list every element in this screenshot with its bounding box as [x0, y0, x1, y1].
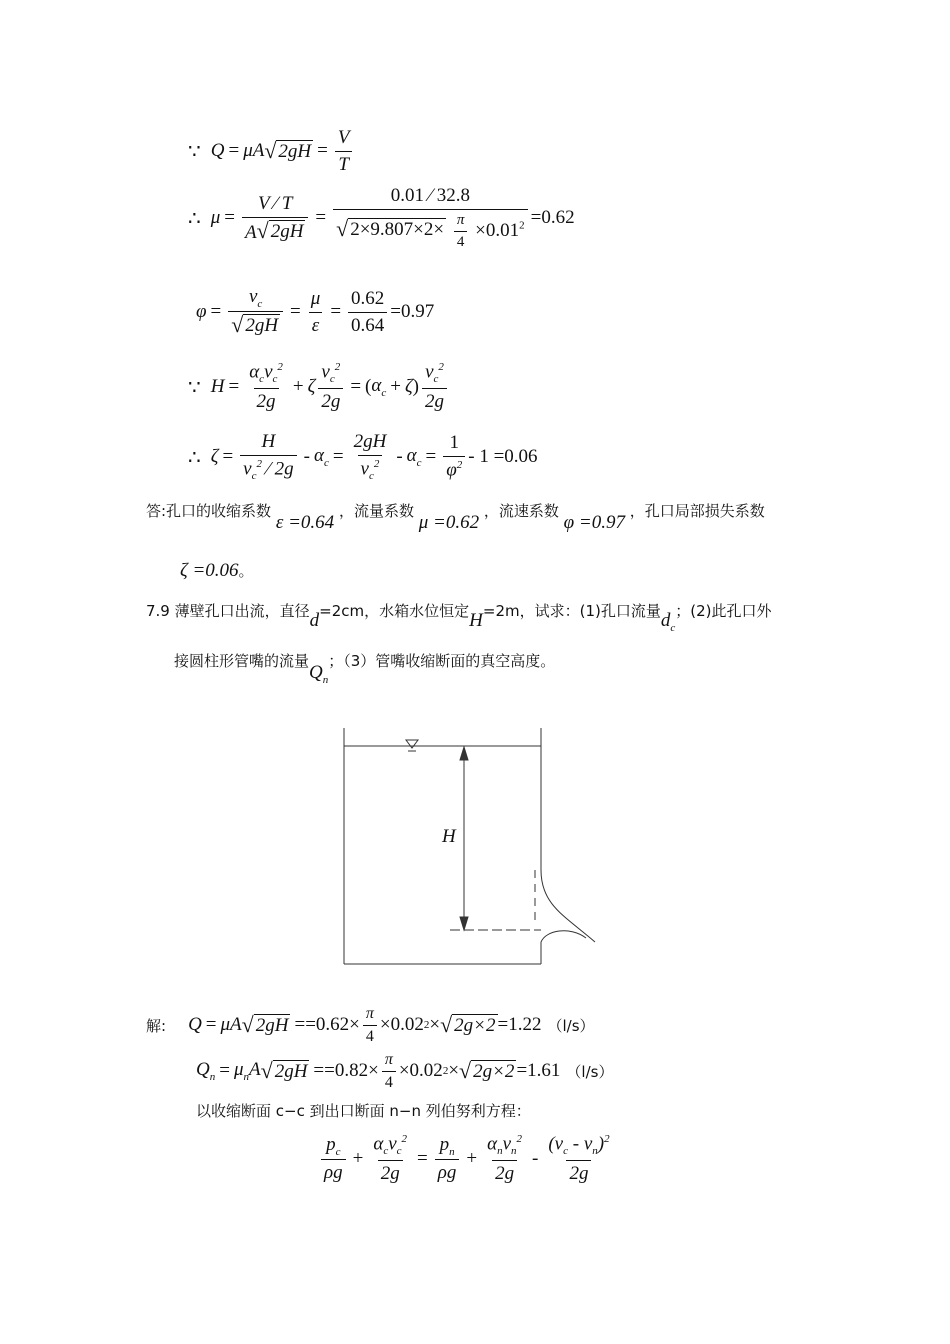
problem-statement: 7.9 薄壁孔口出流，直径d=2cm，水箱水位恒定H=2m，试求：(1)孔口流量$d_c$；(2)此孔口外 [146, 602, 772, 634]
because-symbol: ∵ [188, 140, 201, 163]
tank-figure [330, 720, 610, 970]
equation-zeta: ∴ ζ = $\frac{H}{v_c^2 ⁄ 2g}$ - $\alpha_c$ = $\frac{2gH}{v_c^2}$ - $\alpha_c$ = $\frac{1}{\varphi^2}$ - 1 =0.06 [188, 431, 538, 483]
equation-flow-rate: ∵ Q = μA √ 2gH = $\frac{V}{T}$ [188, 128, 355, 174]
problem-statement-cont: 接圆柱形管嘴的流量$Q_n$；（3）管嘴收缩断面的真空高度。 [174, 652, 556, 686]
solution-line-2: $Q_n$ = $\mu_nA$ √ 2gH = =0.82× $\frac{\pi}{4}$ ×0.02 2 × √ 2g×2 =1.61 （l/s） [196, 1050, 614, 1091]
h-label: H [442, 826, 456, 847]
sqrt-2gh: √ 2gH [264, 137, 312, 163]
fraction-numeric: 0.01 ⁄ 32.8 √ 2×9.807×2× $\frac{\pi}{4}$ $\times 0.01^2$ [333, 185, 527, 251]
solution-line-1: 解: Q = μA √ 2gH = =0.62× $\frac{\pi}{4}$ ×0.02 2 × √ 2g×2 =1.22 （l/s） [146, 1004, 595, 1045]
equation-phi: φ = $v_c$ √ 2gH = $\frac{\mu}{\varepsilon}$ = $\frac{0.62}{0.64}$ =0.97 [196, 285, 435, 338]
q-symbol: Q [210, 140, 225, 161]
bernoulli-equation: $\frac{p_c}{\rho g}$ + $\frac{\alpha_cv_c^2}{2g}$ = $\frac{p_n}{\rho g}$ + $\frac{\alpha_nv_n^2}{2g}$ - $\frac{(v_c - v_n)^2}{2g}$ [318, 1130, 616, 1188]
answer-line: 答:孔口的收缩系数 ε =0.64 ，流量系数 μ =0.62 ，流速系数 φ =0.97 ，孔口局部损失系数 [146, 502, 765, 533]
fraction-v-t: $\frac{V}{T}$ [335, 127, 353, 176]
tank-diagram [330, 720, 610, 970]
q-result: =1.22 [497, 1014, 542, 1035]
answer-zeta: ζ =0.06。 [180, 560, 254, 581]
zeta-result: - 1 =0.06 [468, 446, 538, 467]
mu-result: =0.62 [530, 207, 575, 228]
phi-result: =0.97 [390, 301, 435, 322]
qn-result: =1.61 [516, 1060, 561, 1081]
therefore-symbol: ∴ [188, 207, 201, 230]
equation-mu: ∴ μ = V ⁄ T A √ 2gH = 0.01 ⁄ 32.8 √ 2×9.807×2× $\frac{\pi}{4}$ $\times 0.01^2$ =0.62 [188, 185, 575, 250]
equation-head: ∵ H = $\frac{\alpha_cv_c^2}{2g}$ + ζ $\frac{v_c^2}{2g}$ = ( $\alpha_c$ + ζ ) $\frac{v_c^2}{2g}$ [188, 360, 450, 414]
problem-number: 7.9 [146, 602, 170, 620]
bernoulli-text: 以收缩断面 c−c 到出口断面 n−n 列伯努利方程： [196, 1102, 531, 1120]
fraction-vt-over-a: V ⁄ T A √ 2gH [242, 193, 308, 244]
